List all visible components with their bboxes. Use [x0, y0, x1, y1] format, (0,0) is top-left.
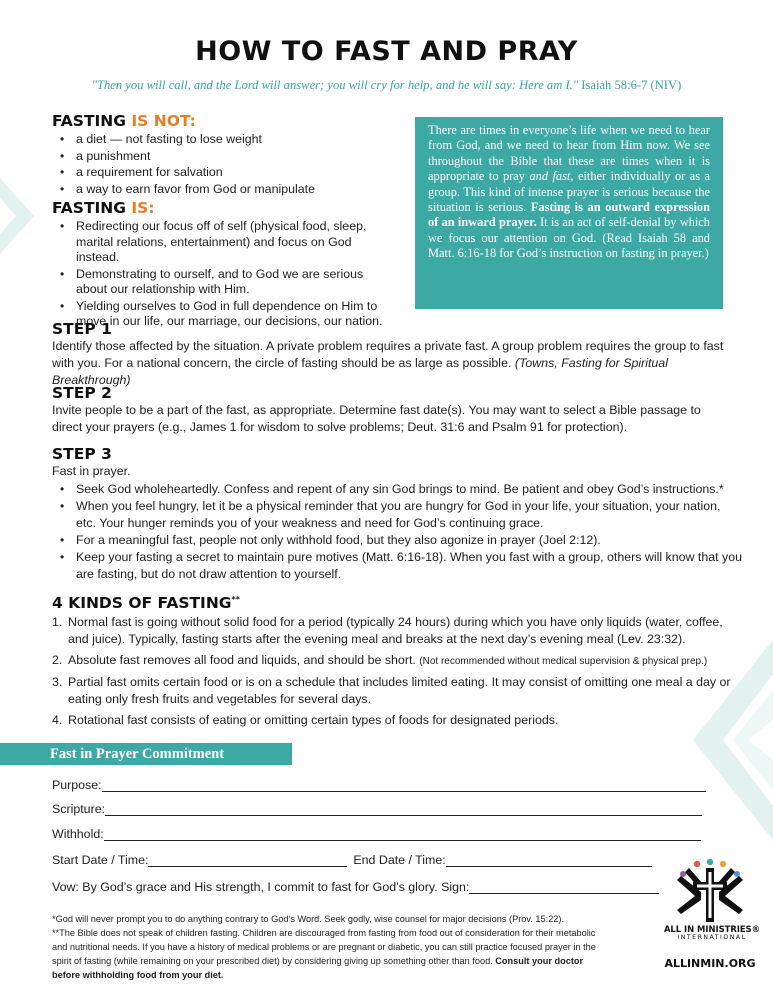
step-text: Identify those affected by the situation. A private problem requires a private fast. A group problem requires the group to fast with you. For a national concern, the circle of fasting should be as large as possible.	[52, 339, 724, 370]
callout-italic: and fast	[529, 169, 571, 184]
callout-text: It is an act of self-denial by which we focus our attention on God. (Read Isaiah 58 and Matt. 6:16-18 for God’s instruction on fasting in prayer.)	[428, 215, 710, 261]
kinds-heading-mark: **	[231, 594, 240, 604]
list-item: • a way to earn favor from God or manipulate	[52, 182, 397, 198]
purpose-row	[52, 778, 706, 792]
heading-prefix: FASTING	[52, 199, 127, 217]
heading-accent: IS NOT:	[126, 112, 196, 130]
list-item: • Demonstrating to ourself, and to God we are serious about our relationship with Him.	[52, 267, 397, 298]
step-3-section	[52, 445, 742, 583]
left-chevron-decoration	[0, 150, 40, 340]
list-item: • When you feel hungry, let it be a physical reminder that you are hungry for God in your life, your situation, your nation, etc. Your hunger reminds you of your weakness and need for God’s continuing grace.	[52, 498, 742, 532]
logo-subtitle: INTERNATIONAL	[677, 934, 747, 941]
withhold-field[interactable]	[104, 827, 701, 841]
vow-label: Vow: By God’s grace and His strength, I commit to fast for God’s glory. Sign:	[52, 880, 470, 894]
footnote-2	[52, 926, 612, 982]
step-1-text	[52, 338, 732, 389]
logo-name: ALL IN MINISTRIES®	[663, 924, 761, 934]
footnote-1: *God will never prompt you to do anything contrary to God’s Word. Seek godly, wise counsel for major decisions (Prov. 15:22).	[52, 914, 565, 924]
list-item: • Yielding ourselves to God in full dependence on Him to move in our life, our marriage, our decisions, our nation.	[52, 299, 397, 330]
end-date-label: End Date / Time:	[353, 853, 446, 867]
list-item	[52, 614, 742, 648]
item-number: 2.	[52, 653, 63, 667]
kinds-heading-text: 4 KINDS OF FASTING	[52, 594, 232, 612]
heading-prefix: FASTING	[52, 112, 127, 130]
start-date-label: Start Date / Time:	[52, 853, 149, 867]
step-3-intro: Fast in prayer.	[52, 464, 131, 478]
step-2-section	[52, 384, 732, 436]
list-item: • a punishment	[52, 149, 397, 165]
step-1-heading: STEP 1	[52, 320, 112, 338]
kinds-of-fasting-section	[52, 594, 742, 733]
fasting-is-not-section	[52, 112, 397, 198]
withhold-row	[52, 827, 701, 841]
footnote-2-bold: Consult your doctor before withholding food from your diet.	[52, 956, 584, 980]
item-text: Absolute fast removes all food and liquids, and should be short.	[68, 653, 420, 667]
purpose-field[interactable]	[102, 778, 706, 792]
cross-people-icon	[665, 858, 755, 924]
step-2-text: Invite people to be a part of the fast, as appropriate. Determine fast date(s). You may want to select a Bible passage to direct your prayers (e.g., James 1 for wisdom to solve problems; Deut. 31:6 and Psalm 91 for protection).	[52, 403, 701, 434]
commitment-title-bar: Fast in Prayer Commitment	[0, 743, 292, 765]
list-item	[52, 652, 742, 670]
kinds-heading	[52, 594, 742, 612]
scripture-label: Scripture:	[52, 802, 106, 816]
dates-row	[52, 853, 652, 867]
callout-text: , either individually or as a group. This kind of intense prayer is serious because the situation is serious.	[428, 169, 710, 215]
item-text: Rotational fast consists of eating or omitting certain types of foods for designated periods.	[68, 713, 559, 727]
item-number: 3.	[52, 675, 63, 689]
list-item: • For a meaningful fast, people not only withhold food, but they also agonize in prayer (Joel 2:12).	[52, 532, 742, 549]
item-note: (Not recommended without medical supervision & physical prep.)	[419, 656, 708, 667]
footnotes	[52, 912, 612, 982]
callout-box	[415, 117, 723, 309]
item-number: 1.	[52, 615, 63, 629]
fasting-is-section	[52, 199, 397, 331]
callout-bold: Fasting is an outward expression of an inward prayer.	[428, 200, 711, 230]
fasting-is-not-heading	[52, 112, 397, 130]
withhold-label: Withhold:	[52, 827, 104, 841]
list-item: • Seek God wholeheartedly. Confess and repent of any sin God brings to mind. Be patient and obey God’s instructions.*	[52, 481, 742, 498]
scripture-field[interactable]	[105, 802, 702, 816]
list-item	[52, 712, 742, 729]
verse-line	[0, 78, 773, 93]
item-text: Normal fast is going without solid food for a period (typically 24 hours) during which you have only liquids (water, coffee, and juice). Typically, fasting starts after the evening meal and breaks at the next day’s evening meal (Lev. 23:32).	[68, 615, 723, 646]
verse-quote: "Then you will call, and the Lord will answer; you will cry for help, and he will say: Here am I."	[91, 78, 579, 92]
list-item: • a requirement for salvation	[52, 165, 397, 181]
fasting-is-heading	[52, 199, 397, 217]
callout-text: There are times in everyone’s life when we need to hear from God, and we need to hear from Him now. We see throughout the Bible that these are times when it is appropriate to pray	[428, 123, 710, 184]
list-item: • Redirecting our focus off of self (physical food, sleep, marital relations, entertainment) and focus on God instead.	[52, 219, 397, 266]
footnote-2-text: **The Bible does not speak of children fasting. Children are discouraged from fasting from food out of consideration for their metabolic and nutritional needs. If you have a history of medical problems or are pregnant or diabetic, you can still practice focused prayer in the spirit of fasting (while remaining on your prescribed diet) by considering giving up something other than food.	[52, 928, 596, 966]
item-text: Partial fast omits certain food or is on a schedule that includes limited eating. It may consist of omitting one meal a day or eating only fresh fruits and vegetables for several days.	[68, 675, 731, 706]
list-item	[52, 674, 742, 708]
list-item: • Keep your fasting a secret to maintain pure motives (Matt. 6:16-18). When you fast with a group, others will know that you are fasting, but do not draw attention to yourself.	[52, 549, 742, 583]
page-title: HOW TO FAST AND PRAY	[195, 36, 578, 67]
step-1-section	[52, 320, 732, 389]
step-2-heading: STEP 2	[52, 384, 112, 402]
step-citation: (Towns, Fasting for Spiritual Breakthrough)	[52, 356, 668, 387]
start-date-field[interactable]	[148, 853, 347, 867]
signature-field[interactable]	[469, 880, 659, 894]
scripture-row	[52, 802, 702, 816]
verse-reference: Isaiah 58:6-7 (NIV)	[581, 78, 682, 92]
purpose-label: Purpose:	[52, 778, 102, 792]
vow-row	[52, 880, 659, 894]
item-number: 4.	[52, 713, 63, 727]
website-link[interactable]: ALLINMIN.ORG	[664, 957, 756, 970]
list-item: • a diet — not fasting to lose weight	[52, 132, 397, 148]
step-3-heading: STEP 3	[52, 445, 112, 463]
heading-accent: IS:	[126, 199, 155, 217]
end-date-field[interactable]	[446, 853, 652, 867]
